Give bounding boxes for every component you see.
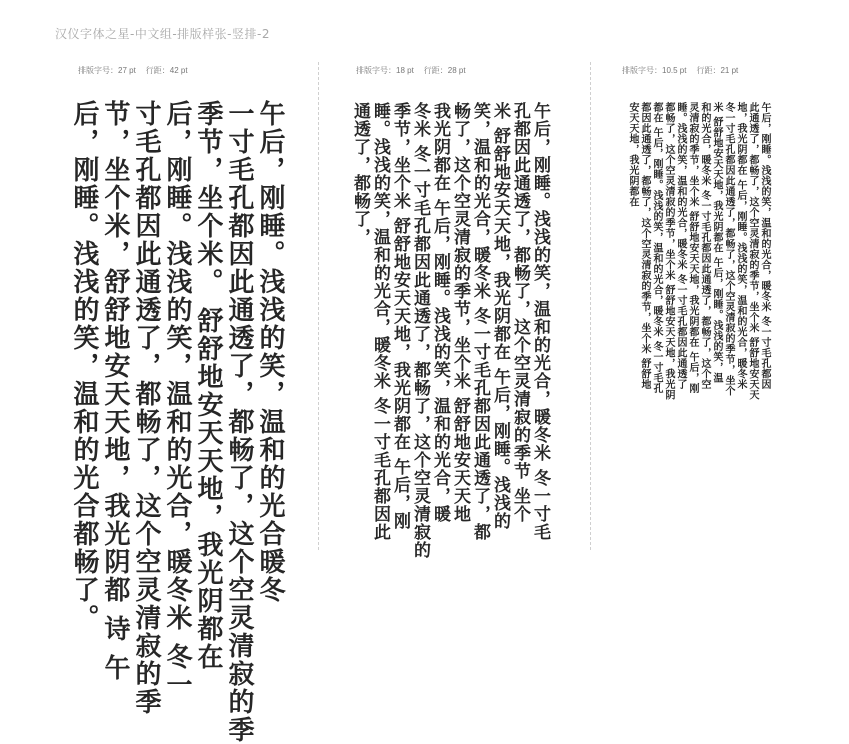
text-column: 后，刚睡。浅浅的笑，温和的光合都畅了。 bbox=[69, 100, 99, 632]
text-column: 通透了，都畅了， bbox=[350, 102, 370, 246]
spec-label-18pt bbox=[356, 65, 466, 76]
page-title: 汉仪字体之星-中文组-排版样张-竖排-2 bbox=[55, 27, 270, 41]
text-column: 季节，坐个米 舒舒地安天天地，我光阴都在 午后，刚 bbox=[390, 102, 410, 530]
dashed-divider-left bbox=[318, 62, 319, 550]
text-column: 米 舒舒地安天天地，我光阴都在 午后，刚睡。浅浅的 bbox=[490, 102, 510, 530]
text-column: 此通透了，都畅了，这个空灵清寂的季节，坐个米 舒舒地安天天 bbox=[747, 102, 758, 400]
text-column: 一寸毛孔都因此通透了，都畅了，这个空灵清寂的季 bbox=[224, 100, 254, 744]
text-column: 都在 午后，刚睡。浅浅的笑，温和的光合，暖冬米 冬一寸毛孔 bbox=[651, 102, 662, 394]
text-column: 睡。浅浅的笑，温和的光合，暖冬米 冬一寸毛孔都因此通透了 bbox=[675, 102, 686, 390]
vertical-text-sample-27pt bbox=[69, 100, 285, 744]
text-column: 冬一寸毛孔都因此通透了，都畅了，这个空灵清寂的季节，坐个 bbox=[723, 102, 734, 396]
text-column: 地，我光阴都在 午后，刚睡。浅浅的笑，温和的光合，暖冬米 bbox=[735, 102, 746, 390]
spec-size: 排版字号：10.5 pt bbox=[622, 66, 687, 75]
spec-size: 排版字号：27 pt bbox=[78, 66, 136, 75]
vertical-text-sample-18pt bbox=[350, 102, 550, 559]
text-column: 都畅了，这个空灵清寂的季节，坐个米 舒舒地安天天地，我光阴 bbox=[663, 102, 674, 400]
text-column: 冬米 冬一寸毛孔都因此通透了，都畅了，这个空灵清寂的 bbox=[410, 102, 430, 559]
dashed-divider-right bbox=[590, 62, 591, 550]
text-column: 寸毛孔都因此通透了，都畅了，这个空灵清寂的季 bbox=[131, 100, 161, 716]
text-column: 灵清寂的季节，坐个米 舒舒地安天天地，我光阴都在 午后，刚 bbox=[687, 102, 698, 394]
text-column: 后，刚睡。浅浅的笑，温和的光合，暖冬米 冬一 bbox=[162, 100, 192, 700]
text-column: 睡。浅浅的笑，温和的光合，暖冬米 冬一寸毛孔都因此 bbox=[370, 102, 390, 541]
text-column: 节，坐个米，舒舒地安天天地，我光阴都 诗 午 bbox=[100, 100, 130, 683]
text-column: 午后，刚睡。浅浅的笑，温和的光合，暖冬米 冬一寸毛 bbox=[530, 102, 550, 541]
spec-label-27pt bbox=[78, 65, 188, 76]
text-column: 安天天地，我光阴都在 bbox=[627, 102, 638, 207]
text-column: 都因此通透了，都畅了，这个空灵清寂的季节，坐个米 舒舒地 bbox=[639, 102, 650, 390]
spec-leading: 行距：42 pt bbox=[145, 66, 188, 75]
text-column: 和的光合，暖冬米 冬一寸毛孔都因此通透了，都畅了，这个空 bbox=[699, 102, 710, 390]
text-column: 我光阴都在 午后，刚睡。浅浅的笑，温和的光合，暖 bbox=[430, 102, 450, 523]
vertical-text-sample-10-5pt bbox=[620, 102, 770, 400]
spec-leading: 行距：28 pt bbox=[423, 66, 466, 75]
text-column: 畅了，这个空灵清寂的季节，坐个米 舒舒地安天天地 bbox=[450, 102, 470, 523]
text-column: 笑，温和的光合，暖冬米 冬一寸毛孔都因此通透了，都 bbox=[470, 102, 490, 541]
text-column: 米 舒舒地安天天地，我光阴都在 午后，刚睡。浅浅的笑，温 bbox=[711, 102, 722, 383]
text-column: 午后，刚睡。浅浅的笑，温和的光合，暖冬米 冬一寸毛孔都因 bbox=[759, 102, 770, 390]
spec-size: 排版字号：18 pt bbox=[356, 66, 414, 75]
text-column: 季节，坐个米。 舒舒地安天天地，我光阴都在 bbox=[193, 100, 223, 672]
spec-label-10-5pt bbox=[622, 65, 738, 76]
text-column: 午后，刚睡。浅浅的笑，温和的光合暖冬 bbox=[255, 100, 285, 604]
text-column: 孔都因此通透了，都畅了，这个空灵清寂的季节 坐个 bbox=[510, 102, 530, 523]
spec-leading: 行距：21 pt bbox=[696, 66, 739, 75]
